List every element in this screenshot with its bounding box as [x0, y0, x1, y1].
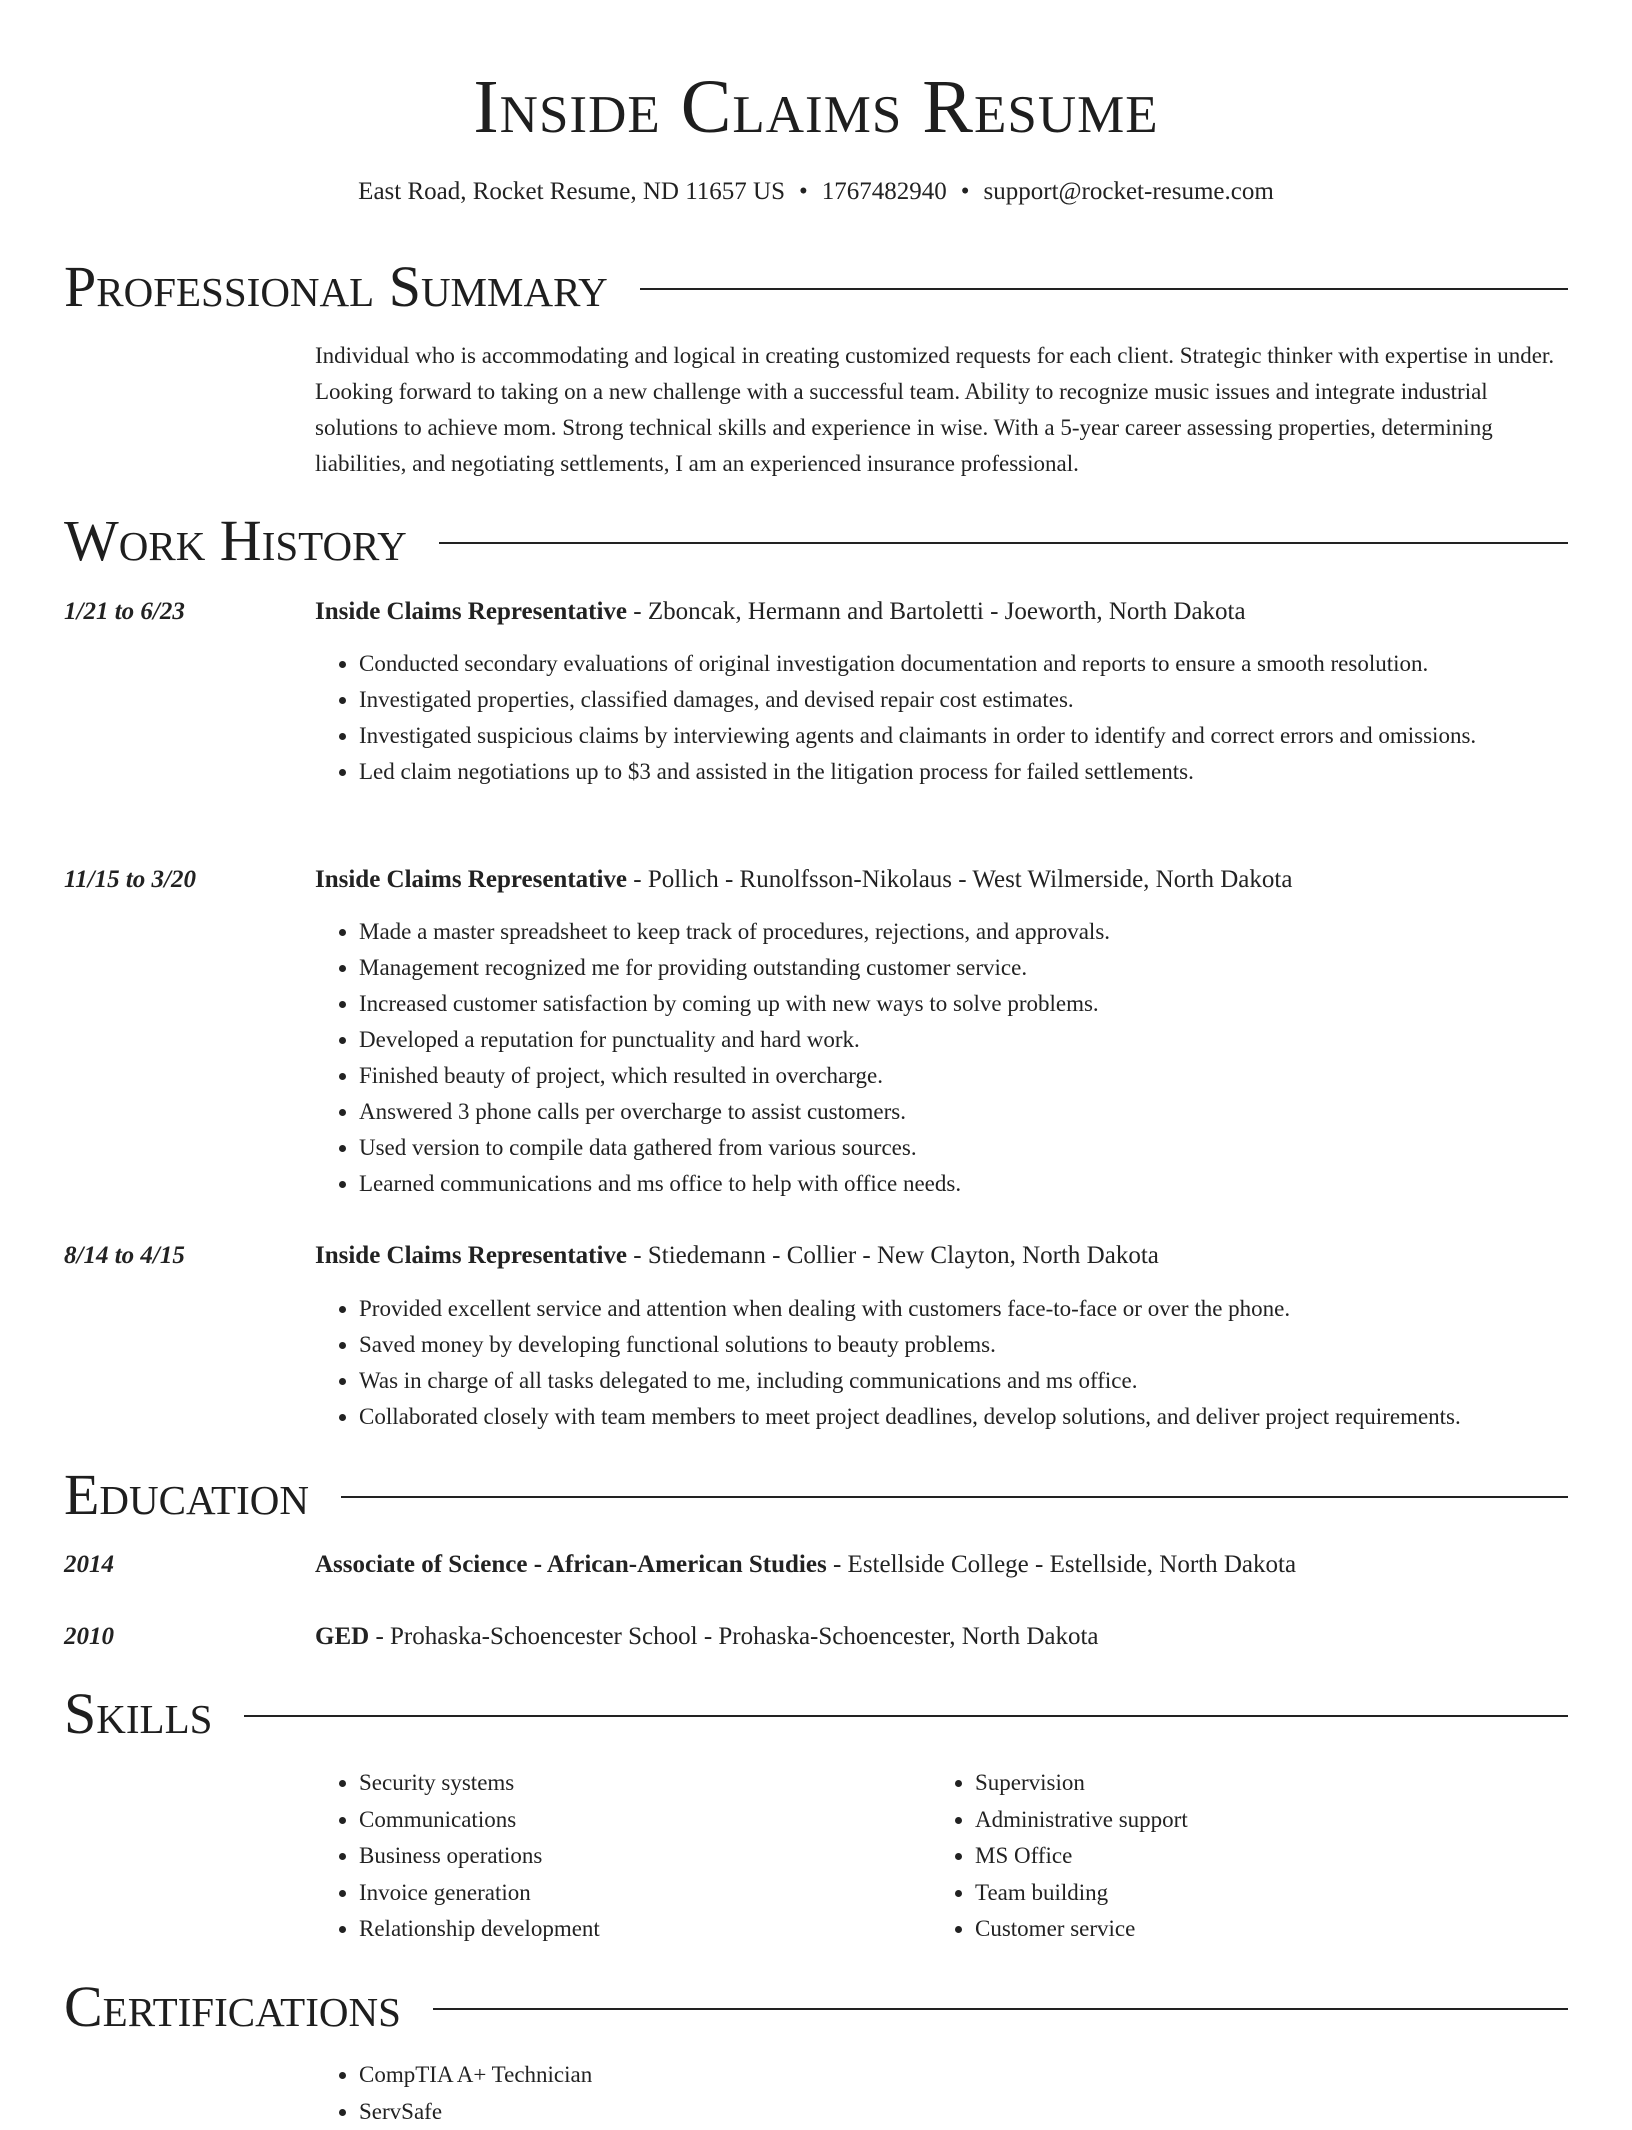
skill-item: • Security systems	[359, 1765, 915, 1802]
section-heading: Skills	[64, 1679, 244, 1749]
list-item: • Was in charge of all tasks delegated to me, including communications and ms office.	[359, 1363, 1568, 1399]
job-details: - Pollich - Runolfsson-Nikolaus - West Wilmerside, North Dakota	[627, 866, 1292, 893]
education-details: - Prohaska-Schoencester School - Prohaska-Schoencester, North Dakota	[369, 1623, 1098, 1650]
education-degree: Associate of Science - African-American Studies	[315, 1551, 827, 1578]
job-bullets	[315, 1291, 1568, 1435]
section-heading: Certifications	[64, 1972, 433, 2042]
education-heading	[315, 1619, 1568, 1655]
skill-item: • Invoice generation	[359, 1875, 915, 1912]
education-details: - Estellside College - Estellside, North Dakota	[827, 1551, 1296, 1578]
list-item: • Collaborated closely with team members to meet project deadlines, develop solutions, and deliver project requirements.	[359, 1399, 1568, 1435]
list-item: • Learned communications and ms office to help with office needs.	[359, 1166, 1568, 1202]
job-details: - Stiedemann - Collier - New Clayton, North Dakota	[627, 1242, 1159, 1269]
section-rule	[439, 542, 1568, 544]
contact-separator: •	[961, 178, 970, 205]
list-item: • Finished beauty of project, which resulted in overcharge.	[359, 1058, 1568, 1094]
list-item: • Management recognized me for providing outstanding customer service.	[359, 950, 1568, 986]
job-heading	[315, 1238, 1568, 1274]
skill-item: • Supervision	[975, 1765, 1531, 1802]
contact-email: support@rocket-resume.com	[984, 178, 1274, 205]
education-heading	[315, 1547, 1568, 1583]
contact-line	[64, 174, 1568, 210]
skill-item: • Business operations	[359, 1838, 915, 1875]
certification-item: • ServSafe	[359, 2094, 915, 2130]
certification-item: • CompTIA A+ Technician	[359, 2057, 915, 2094]
skill-item: • MS Office	[975, 1838, 1531, 1875]
summary-text: Individual who is accommodating and logical in creating customized requests for each client. Strategic thinker with expertise in under. Looking forward to taking on a new challenge with a successful team. Ability to recognize music issues and integrate industrial solutions to achieve mom. Strong technical skills and experience in wise. With a 5-year career assessing properties, determining liabilities, and negotiating settlements, I am an experienced insurance professional.	[315, 338, 1568, 482]
section-rule	[341, 1496, 1568, 1498]
skills-list-left	[315, 1765, 915, 1948]
resume-page	[64, 0, 1568, 2112]
list-item: • Used version to compile data gathered from various sources.	[359, 1130, 1568, 1166]
job-bullets	[315, 914, 1568, 1202]
list-item: • Provided excellent service and attention when dealing with customers face-to-face or over the phone.	[359, 1291, 1568, 1327]
section-header-skills	[64, 1679, 1568, 1749]
section-header-certifications	[64, 1972, 1568, 2042]
list-item: • Led claim negotiations up to $3 and assisted in the litigation process for failed settlements.	[359, 754, 1568, 790]
skill-item: • Customer service	[975, 1911, 1531, 1948]
section-header-education	[64, 1460, 1568, 1530]
section-rule	[244, 1715, 1568, 1717]
job-heading	[315, 862, 1568, 898]
page-title: Inside Claims Resume	[64, 62, 1568, 152]
skills-list-right	[931, 1765, 1531, 1948]
contact-address: East Road, Rocket Resume, ND 11657 US	[358, 178, 785, 205]
section-heading: Education	[64, 1460, 341, 1530]
skill-item: • Communications	[359, 1802, 915, 1839]
education-year: 2010	[64, 1619, 294, 1655]
job-dates: 8/14 to 4/15	[64, 1238, 294, 1274]
section-heading: Work History	[64, 506, 439, 576]
education-year: 2014	[64, 1547, 294, 1583]
skill-item: • Relationship development	[359, 1911, 915, 1948]
section-rule	[433, 2008, 1568, 2010]
job-bullets	[315, 646, 1568, 790]
job-dates: 11/15 to 3/20	[64, 862, 294, 898]
job-dates: 1/21 to 6/23	[64, 594, 294, 630]
contact-phone: 1767482940	[822, 178, 947, 205]
list-item: • Investigated suspicious claims by interviewing agents and claimants in order to identify and correct errors and omissions.	[359, 718, 1568, 754]
job-title: Inside Claims Representative	[315, 598, 627, 625]
skill-item: • Administrative support	[975, 1802, 1531, 1839]
job-title: Inside Claims Representative	[315, 1242, 627, 1269]
certifications-list	[315, 2057, 915, 2130]
list-item: • Answered 3 phone calls per overcharge to assist customers.	[359, 1094, 1568, 1130]
section-header-summary	[64, 252, 1568, 322]
section-rule	[640, 288, 1568, 290]
job-heading	[315, 594, 1568, 630]
job-title: Inside Claims Representative	[315, 866, 627, 893]
job-details: - Zboncak, Hermann and Bartoletti - Joeworth, North Dakota	[627, 598, 1246, 625]
list-item: • Conducted secondary evaluations of original investigation documentation and reports to ensure a smooth resolution.	[359, 646, 1568, 682]
section-heading: Professional Summary	[64, 252, 640, 322]
education-degree: GED	[315, 1623, 369, 1650]
list-item: • Made a master spreadsheet to keep track of procedures, rejections, and approvals.	[359, 914, 1568, 950]
section-header-work-history	[64, 506, 1568, 576]
list-item: • Increased customer satisfaction by coming up with new ways to solve problems.	[359, 986, 1568, 1022]
skill-item: • Team building	[975, 1875, 1531, 1912]
contact-separator: •	[799, 178, 808, 205]
list-item: • Developed a reputation for punctuality and hard work.	[359, 1022, 1568, 1058]
list-item: • Investigated properties, classified damages, and devised repair cost estimates.	[359, 682, 1568, 718]
list-item: • Saved money by developing functional solutions to beauty problems.	[359, 1327, 1568, 1363]
